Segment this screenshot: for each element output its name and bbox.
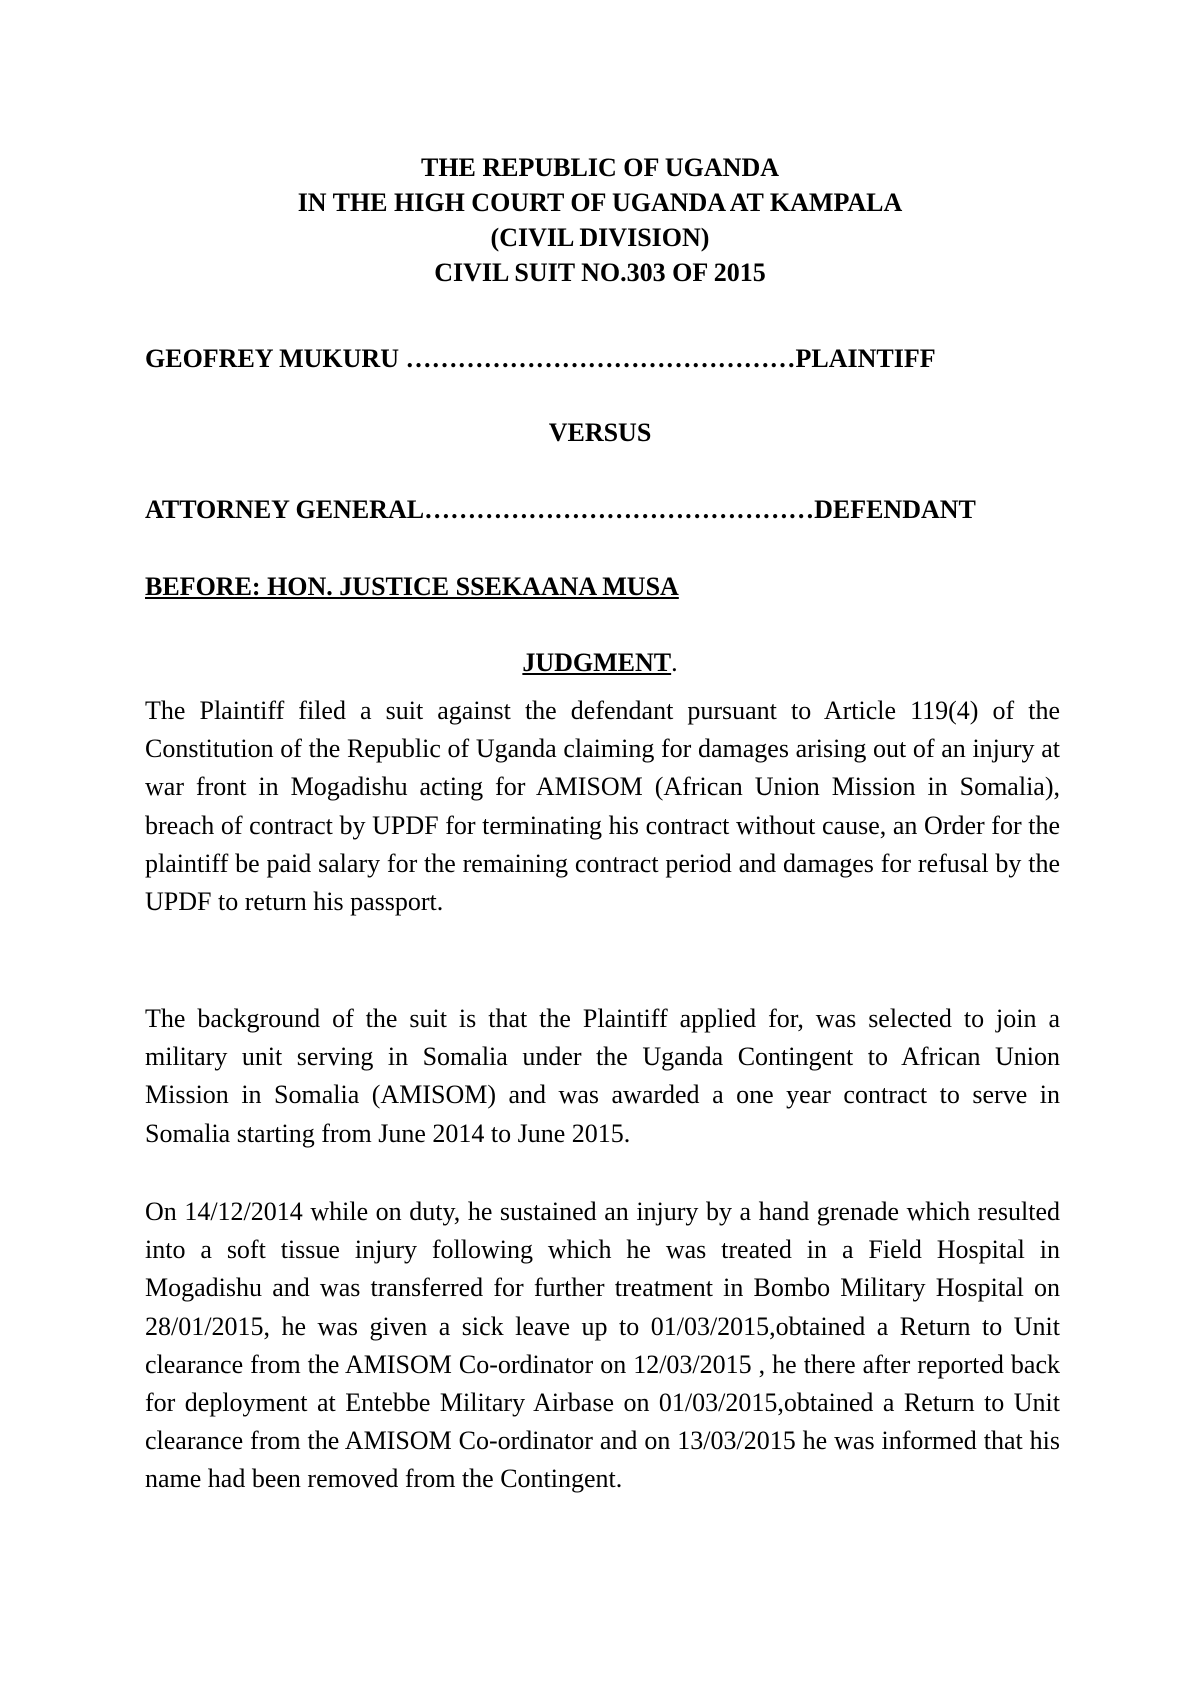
header-court: IN THE HIGH COURT OF UGANDA AT KAMPALA bbox=[297, 188, 903, 217]
judgment-heading-text: JUDGMENT bbox=[522, 648, 672, 677]
before-judge: BEFORE: HON. JUSTICE SSEKAANA MUSA bbox=[145, 572, 679, 601]
header-suit-number: CIVIL SUIT NO.303 OF 2015 bbox=[434, 258, 766, 287]
plaintiff-line bbox=[145, 344, 1085, 374]
versus-label: VERSUS bbox=[548, 418, 652, 447]
defendant-dots: ……………………………………… bbox=[424, 495, 815, 524]
plaintiff-dots: ……………………………………… bbox=[405, 344, 796, 373]
plaintiff-name: GEOFREY MUKURU bbox=[145, 344, 406, 373]
judgment-heading bbox=[0, 648, 1200, 678]
paragraph-2: The background of the suit is that the Plaintiff applied for, was selected to join a military unit serving in Somalia under the Uganda Contingent to African Union Mission in Somalia (AMISOM) and was awarded a one year contract to serve in Somalia starting from June 2014 to June 2015. bbox=[145, 1004, 1060, 1148]
defendant-name: ATTORNEY GENERAL bbox=[145, 495, 425, 524]
judgment-heading-punct: . bbox=[671, 648, 678, 677]
defendant-role: DEFENDANT bbox=[814, 495, 976, 524]
paragraph-3: On 14/12/2014 while on duty, he sustained an injury by a hand grenade which resulted into a soft tissue injury following which he was treated in a Field Hospital in Mogadishu and was transferred for further treatment in Bombo Military Hospital on 28/01/2015, he was given a sick leave up to 01/03/2015,obtained a Return to Unit clearance from the AMISOM Co-ordinator on 12/03/2015 , he there after reported back for deployment at Entebbe Military Airbase on 01/03/2015,obtained a Return to Unit clearance from the AMISOM Co-ordinator and on 13/03/2015 he was informed that his name had been removed from the Contingent. bbox=[145, 1197, 1060, 1494]
document-header bbox=[0, 150, 1200, 290]
plaintiff-role: PLAINTIFF bbox=[795, 344, 936, 373]
paragraph-1: The Plaintiff filed a suit against the defendant pursuant to Article 119(4) of the Constitution of the Republic of Uganda claiming for damages arising out of an injury at war front in Mogadishu acting for AMISOM (African Union Mission in Somalia), breach of contract by UPDF for terminating his contract without cause, an Order for the plaintiff be paid salary for the remaining contract period and damages for refusal by the UPDF to return his passport. bbox=[145, 696, 1060, 917]
header-republic: THE REPUBLIC OF UGANDA bbox=[420, 153, 779, 182]
header-division: (CIVIL DIVISION) bbox=[490, 223, 710, 252]
defendant-line bbox=[145, 495, 1085, 525]
